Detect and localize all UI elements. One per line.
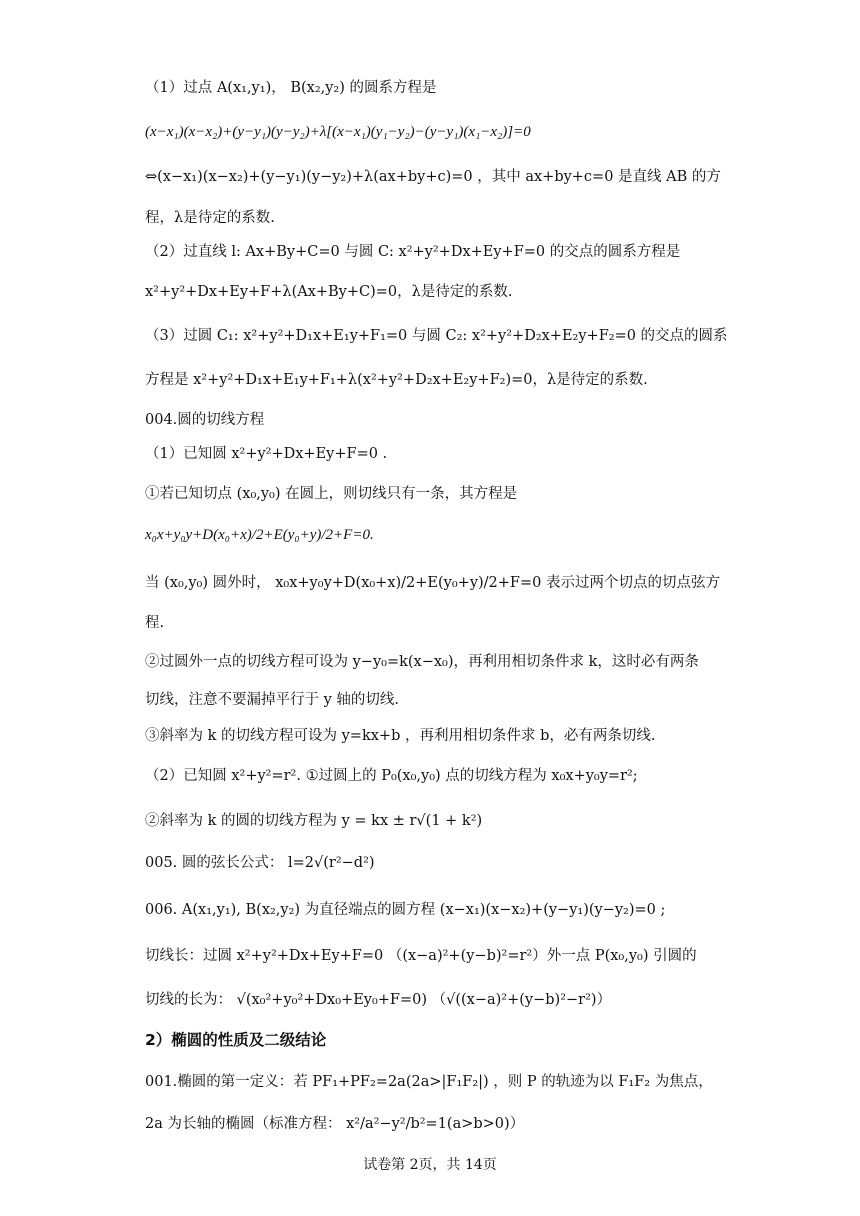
text-line-5: （2）过直线 l: Ax+By+C=0 与圆 C: x²+y²+Dx+Ey+F=0 的交点的圆系方程是 — [145, 244, 681, 260]
text-line-25: 001.椭圆的第一定义：若 PF₁+PF₂=2a(2a>|F₁F₂|) ，则 P 的轨迹为以 F₁F₂ 为焦点， — [145, 1074, 713, 1090]
text-line-20: 005. 圆的弦长公式： l=2√(r²−d²) — [145, 855, 375, 871]
text-line-3: ⇔(x−x₁)(x−x₂)+(y−y₁)(y−y₂)+λ(ax+by+c)=0 ，其中 ax+by+c=0 是直线 AB 的方 — [145, 169, 721, 185]
text-line-16: 切线，注意不要漏掉平行于 y 轴的切线. — [145, 692, 400, 708]
text-line-1: （1）过点 A(x₁,y₁)， B(x₂,y₂) 的圆系方程是 — [145, 80, 437, 96]
equation-line-2: (x−x₁)(x−x₂)+(y−y₁)(y−y₂)+λ[(x−x₁)(y₁−y₂)−(y−y₁)(x₁−x₂)]=0 — [145, 124, 531, 140]
equation-line-12: x₀x+y₀y+D(x₀+x)/2+E(y₀+y)/2+F=0. — [145, 527, 374, 543]
text-line-17: ③斜率为 k 的切线方程可设为 y=kx+b ，再利用相切条件求 b，必有两条切线. — [145, 728, 656, 744]
text-line-7: （3）过圆 C₁: x²+y²+D₁x+E₁y+F₁=0 与圆 C₂: x²+y²+D₂x+E₂y+F₂=0 的交点的圆系 — [145, 328, 728, 344]
text-line-14: 程. — [145, 615, 165, 631]
section-heading-ellipse: 2）椭圆的性质及二级结论 — [145, 1031, 327, 1049]
text-line-19: ②斜率为 k 的圆的切线方程为 y = kx ± r√(1 + k²) — [145, 813, 483, 829]
text-line-10: （1）已知圆 x²+y²+Dx+Ey+F=0 . — [145, 446, 388, 462]
page-footer: 试卷第 2页，共 14页 — [363, 1157, 497, 1173]
text-line-23: 切线的长为： √(x₀²+y₀²+Dx₀+Ey₀+F=0) （√((x−a)²+(y−b)²−r²)） — [145, 992, 612, 1008]
text-line-18: （2）已知圆 x²+y²=r². ①过圆上的 P₀(x₀,y₀) 点的切线方程为 x₀x+y₀y=r²; — [145, 768, 638, 784]
text-line-13: 当 (x₀,y₀) 圆外时， x₀x+y₀y+D(x₀+x)/2+E(y₀+y)/2+F=0 表示过两个切点的切点弦方 — [145, 575, 720, 591]
text-line-26: 2a 为长轴的椭圆（标准方程： x²/a²−y²/b²=1(a>b>0)） — [145, 1116, 525, 1132]
text-line-4: 程，λ是待定的系数. — [145, 210, 275, 226]
text-line-15: ②过圆外一点的切线方程可设为 y−y₀=k(x−x₀)，再利用相切条件求 k，这时必有两条 — [145, 654, 699, 670]
section-heading-004: 004.圆的切线方程 — [145, 412, 265, 428]
text-line-8: 方程是 x²+y²+D₁x+E₁y+F₁+λ(x²+y²+D₂x+E₂y+F₂)=0，λ是待定的系数. — [145, 372, 648, 388]
tangent-length-line: 切线长：过圆 x²+y²+Dx+Ey+F=0 （(x−a)²+(y−b)²=r²）外一点 P(x₀,y₀) 引圆的 — [145, 948, 697, 964]
text-line-21: 006. A(x₁,y₁), B(x₂,y₂) 为直径端点的圆方程 (x−x₁)(x−x₂)+(y−y₁)(y−y₂)=0 ; — [145, 902, 666, 918]
text-line-6: x²+y²+Dx+Ey+F+λ(Ax+By+C)=0，λ是待定的系数. — [145, 284, 513, 300]
text-line-11: ①若已知切点 (x₀,y₀) 在圆上，则切线只有一条，其方程是 — [145, 486, 518, 502]
